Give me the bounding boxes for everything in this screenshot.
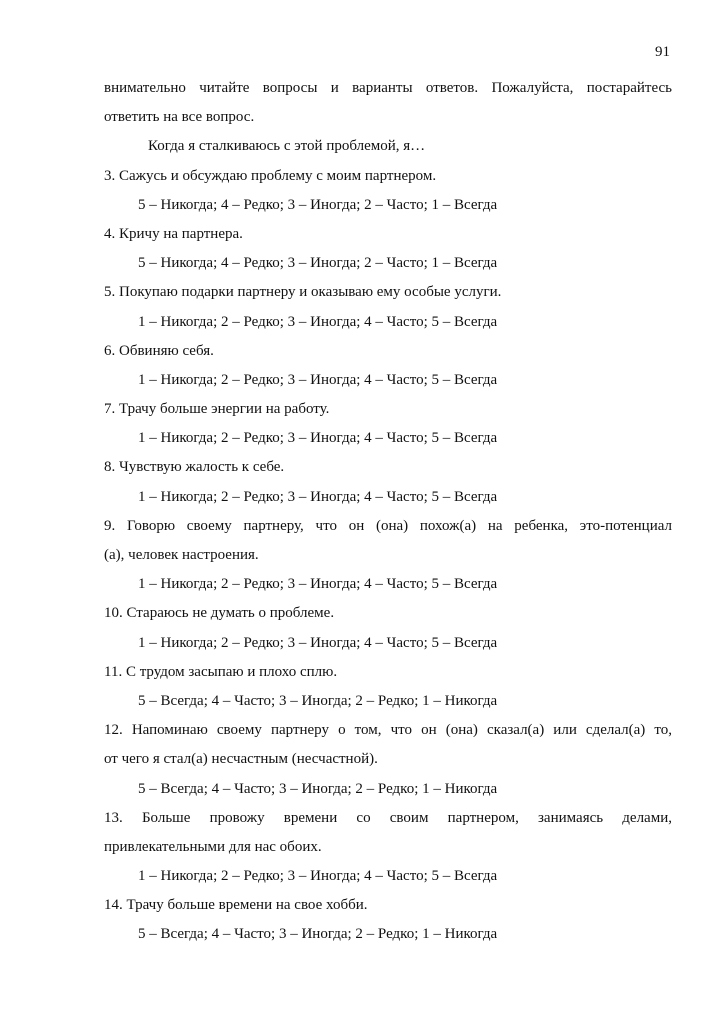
questionnaire-item — [104, 162, 672, 220]
question-text: привлекательными для нас обоих. — [104, 838, 322, 855]
question-text: от чего я стал(а) несчастным (несчастной). — [104, 751, 378, 768]
questionnaire-item — [104, 599, 672, 657]
answer-scale: 5 – Никогда; 4 – Редко; 3 – Иногда; 2 – Часто; 1 – Всегда — [138, 255, 498, 272]
question-text: 6. Обвиняю себя. — [104, 342, 214, 359]
questionnaire-item — [104, 891, 672, 949]
questionnaire-items — [104, 162, 672, 950]
question-text: 8. Чувствую жалость к себе. — [104, 459, 285, 476]
questionnaire-item — [104, 278, 672, 336]
page-number: 91 — [655, 44, 670, 60]
document-body — [104, 74, 672, 950]
question-text: 14. Трачу больше времени на свое хобби. — [104, 897, 368, 914]
question-text: 10. Стараюсь не думать о проблеме. — [104, 605, 335, 622]
questionnaire-item — [104, 512, 672, 600]
answer-scale: 5 – Всегда; 4 – Часто; 3 – Иногда; 2 – Редко; 1 – Никогда — [138, 780, 498, 797]
questionnaire-item — [104, 658, 672, 716]
answer-scale: 1 – Никогда; 2 – Редко; 3 – Иногда; 4 – Часто; 5 – Всегда — [138, 430, 498, 447]
question-text: 7. Трачу больше энергии на работу. — [104, 401, 330, 418]
question-text: 12. Напоминаю своему партнеру о том, что он (она) сказал(а) или сделал(а) то, — [104, 722, 672, 739]
answer-scale: 1 – Никогда; 2 – Редко; 3 – Иногда; 4 – Часто; 5 – Всегда — [138, 371, 498, 388]
question-text: 5. Покупаю подарки партнеру и оказываю ему особые услуги. — [104, 284, 502, 301]
questionnaire-item — [104, 337, 672, 395]
answer-scale: 1 – Никогда; 2 – Редко; 3 – Иногда; 4 – Часто; 5 – Всегда — [138, 576, 498, 593]
questionnaire-item — [104, 453, 672, 511]
question-text: (а), человек настроения. — [104, 547, 259, 563]
answer-scale: 1 – Никогда; 2 – Редко; 3 – Иногда; 4 – Часто; 5 – Всегда — [138, 634, 498, 651]
question-text: 3. Сажусь и обсуждаю проблему с моим партнером. — [104, 167, 437, 184]
answer-scale: 1 – Никогда; 2 – Редко; 3 – Иногда; 4 – Часто; 5 – Всегда — [138, 488, 498, 505]
answer-scale: 5 – Никогда; 4 – Редко; 3 – Иногда; 2 – Часто; 1 – Всегда — [138, 196, 498, 213]
lead-in: Когда я сталкиваюсь с этой проблемой, я… — [148, 138, 426, 155]
questionnaire-item — [104, 220, 672, 278]
question-text: 9. Говорю своему партнеру, что он (она) похож(а) на ребенка, это-потенциал — [104, 517, 672, 534]
intro-line: внимательно читайте вопросы и варианты ответов. Пожалуйста, постарайтесь — [104, 80, 672, 96]
questionnaire-item — [104, 804, 672, 892]
questionnaire-item — [104, 395, 672, 453]
intro-line: ответить на все вопрос. — [104, 109, 255, 126]
answer-scale: 5 – Всегда; 4 – Часто; 3 – Иногда; 2 – Редко; 1 – Никогда — [138, 692, 498, 709]
answer-scale: 1 – Никогда; 2 – Редко; 3 – Иногда; 4 – Часто; 5 – Всегда — [138, 313, 498, 330]
question-text: 13. Больше провожу времени со своим партнером, занимаясь делами, — [104, 809, 672, 826]
answer-scale: 1 – Никогда; 2 – Редко; 3 – Иногда; 4 – Часто; 5 – Всегда — [138, 868, 498, 885]
questionnaire-item — [104, 716, 672, 804]
question-text: 4. Кричу на партнера. — [104, 225, 243, 242]
question-text: 11. С трудом засыпаю и плохо сплю. — [104, 663, 338, 680]
answer-scale: 5 – Всегда; 4 – Часто; 3 – Иногда; 2 – Редко; 1 – Никогда — [138, 926, 498, 943]
